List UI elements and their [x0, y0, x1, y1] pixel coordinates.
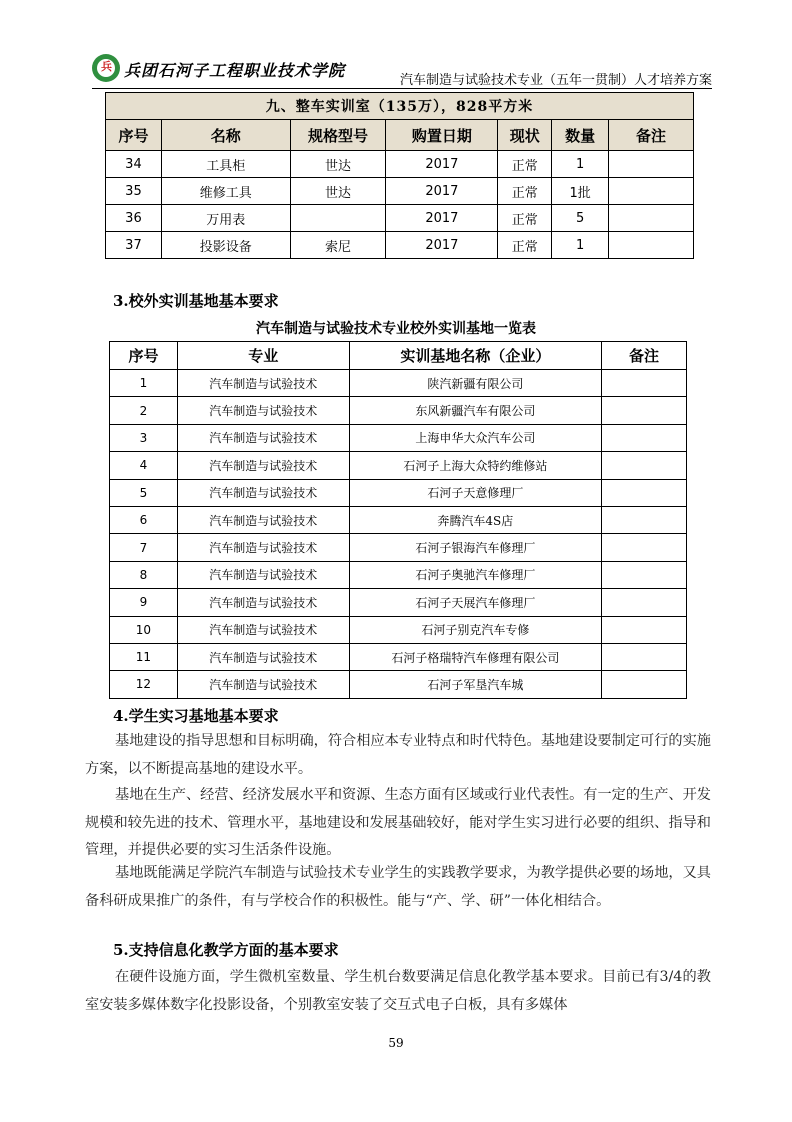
- table-row: [110, 643, 687, 670]
- column-header: 购置日期: [386, 120, 498, 151]
- table-cell: 世达: [290, 151, 386, 178]
- table-cell: 汽车制造与试验技术: [177, 616, 349, 643]
- document-title: 汽车制造与试验技术专业（五年一贯制）人才培养方案: [399, 73, 712, 88]
- table-cell: 上海申华大众汽车公司: [349, 424, 602, 451]
- table-cell: 7: [110, 534, 178, 561]
- table-cell: 12: [110, 671, 178, 698]
- table-row: [106, 151, 694, 178]
- table-cell: 5: [110, 479, 178, 506]
- table-cell: 石河子格瑞特汽车修理有限公司: [349, 643, 602, 670]
- table-cell: 36: [106, 205, 162, 232]
- table-cell: 奔腾汽车4S店: [349, 506, 602, 533]
- paragraph: 基地建设的指导思想和目标明确，符合相应本专业特点和时代特色。基地建设要制定可行的实施方案，以不断提高基地的建设水平。: [85, 733, 711, 777]
- table-row: [110, 397, 687, 424]
- table-row: [110, 616, 687, 643]
- column-header: 实训基地名称（企业）: [349, 342, 602, 370]
- table-cell: 2017: [386, 178, 498, 205]
- column-header: 序号: [110, 342, 178, 370]
- column-header: 数量: [552, 120, 609, 151]
- table-cell: 3: [110, 424, 178, 451]
- table-cell: [609, 151, 694, 178]
- school-logo-icon: 兵: [92, 54, 120, 82]
- table-row: [106, 178, 694, 205]
- table-cell: 35: [106, 178, 162, 205]
- table-cell: 2017: [386, 205, 498, 232]
- table-row: [110, 506, 687, 533]
- table-row: [110, 424, 687, 451]
- table-cell: [602, 424, 687, 451]
- table-cell: 2: [110, 397, 178, 424]
- table-cell: [602, 616, 687, 643]
- section-3-heading: 3.校外实训基地基本要求: [113, 292, 279, 310]
- table-cell: [602, 671, 687, 698]
- table-cell: 34: [106, 151, 162, 178]
- table-cell: [609, 232, 694, 259]
- paragraph: 在硬件设施方面，学生微机室数量、学生机台数要满足信息化教学基本要求。目前已有3/4的教室安装多媒体数字化投影设备，个别教室安装了交互式电子白板，具有多媒体: [85, 969, 711, 1013]
- table-row: [110, 561, 687, 588]
- table-cell: 石河子别克汽车专修: [349, 616, 602, 643]
- table-cell: 汽车制造与试验技术: [177, 397, 349, 424]
- table-cell: 37: [106, 232, 162, 259]
- training-base-table: [109, 341, 687, 699]
- table-cell: [602, 370, 687, 397]
- table-cell: 石河子银海汽车修理厂: [349, 534, 602, 561]
- table-cell: 石河子天展汽车修理厂: [349, 589, 602, 616]
- training-base-table-header: [110, 342, 687, 370]
- table-cell: 东风新疆汽车有限公司: [349, 397, 602, 424]
- header-rule: [92, 88, 712, 89]
- page-header: [92, 50, 712, 90]
- table-cell: 4: [110, 452, 178, 479]
- training-base-table-caption: 汽车制造与试验技术专业校外实训基地一览表: [256, 321, 536, 337]
- table-cell: [602, 452, 687, 479]
- section-5-heading: 5.支持信息化教学方面的基本要求: [113, 941, 339, 959]
- table-row: [110, 452, 687, 479]
- table-cell: 万用表: [161, 205, 290, 232]
- table-cell: 石河子天意修理厂: [349, 479, 602, 506]
- column-header: 专业: [177, 342, 349, 370]
- school-name: 兵团石河子工程职业技术学院: [124, 61, 346, 80]
- table-cell: [602, 479, 687, 506]
- table-cell: 1: [552, 232, 609, 259]
- table-cell: [602, 589, 687, 616]
- table-row: [110, 479, 687, 506]
- table-cell: [602, 397, 687, 424]
- table-cell: 汽车制造与试验技术: [177, 534, 349, 561]
- paragraph: 基地既能满足学院汽车制造与试验技术专业学生的实践教学要求，为教学提供必要的场地，又具备科研成果推广的条件，有与学校合作的积极性。能与“产、学、研”一体化相结合。: [85, 865, 711, 909]
- table-cell: 汽车制造与试验技术: [177, 561, 349, 588]
- table-cell: [602, 561, 687, 588]
- table-cell: 2017: [386, 232, 498, 259]
- table-cell: 汽车制造与试验技术: [177, 671, 349, 698]
- column-header: 现状: [498, 120, 552, 151]
- table-cell: 工具柜: [161, 151, 290, 178]
- table-cell: [609, 205, 694, 232]
- table-row: [106, 205, 694, 232]
- table-cell: 汽车制造与试验技术: [177, 452, 349, 479]
- table-cell: 1批: [552, 178, 609, 205]
- table-cell: 石河子军垦汽车城: [349, 671, 602, 698]
- table-cell: 投影设备: [161, 232, 290, 259]
- table-cell: 正常: [498, 178, 552, 205]
- table-cell: 9: [110, 589, 178, 616]
- page-number: 59: [388, 1036, 404, 1050]
- table-row: [110, 671, 687, 698]
- table-row: [110, 589, 687, 616]
- table-cell: [609, 178, 694, 205]
- table-cell: [602, 643, 687, 670]
- table-cell: 11: [110, 643, 178, 670]
- table-cell: 正常: [498, 232, 552, 259]
- table-cell: 6: [110, 506, 178, 533]
- equipment-table-caption: 九、整车实训室（135万），828平方米: [106, 93, 694, 120]
- equipment-table-header: [106, 120, 694, 151]
- column-header: 规格型号: [290, 120, 386, 151]
- table-cell: 1: [110, 370, 178, 397]
- table-row: [106, 232, 694, 259]
- table-cell: 汽车制造与试验技术: [177, 370, 349, 397]
- section-4-heading: 4.学生实习基地基本要求: [113, 707, 279, 725]
- table-cell: 汽车制造与试验技术: [177, 424, 349, 451]
- table-cell: 10: [110, 616, 178, 643]
- table-cell: [290, 205, 386, 232]
- table-cell: 8: [110, 561, 178, 588]
- column-header: 名称: [161, 120, 290, 151]
- table-cell: [602, 506, 687, 533]
- table-cell: 正常: [498, 205, 552, 232]
- table-cell: 正常: [498, 151, 552, 178]
- table-cell: 汽车制造与试验技术: [177, 479, 349, 506]
- paragraph: 基地在生产、经营、经济发展水平和资源、生态方面有区域或行业代表性。有一定的生产、开发规模和较先进的技术、管理水平，基地建设和发展基础较好，能对学生实习进行必要的组织、指导和管理，并提供必要的实习生活条件设施。: [85, 787, 711, 858]
- table-cell: 汽车制造与试验技术: [177, 506, 349, 533]
- table-cell: 索尼: [290, 232, 386, 259]
- table-cell: 世达: [290, 178, 386, 205]
- table-cell: 石河子奥驰汽车修理厂: [349, 561, 602, 588]
- table-cell: 汽车制造与试验技术: [177, 589, 349, 616]
- table-cell: 1: [552, 151, 609, 178]
- table-row: [110, 370, 687, 397]
- table-cell: 2017: [386, 151, 498, 178]
- table-cell: 汽车制造与试验技术: [177, 643, 349, 670]
- column-header: 序号: [106, 120, 162, 151]
- table-cell: [602, 534, 687, 561]
- table-cell: 维修工具: [161, 178, 290, 205]
- table-cell: 5: [552, 205, 609, 232]
- table-cell: 陕汽新疆有限公司: [349, 370, 602, 397]
- equipment-table: [105, 92, 694, 259]
- column-header: 备注: [602, 342, 687, 370]
- table-row: [110, 534, 687, 561]
- column-header: 备注: [609, 120, 694, 151]
- table-cell: 石河子上海大众特约维修站: [349, 452, 602, 479]
